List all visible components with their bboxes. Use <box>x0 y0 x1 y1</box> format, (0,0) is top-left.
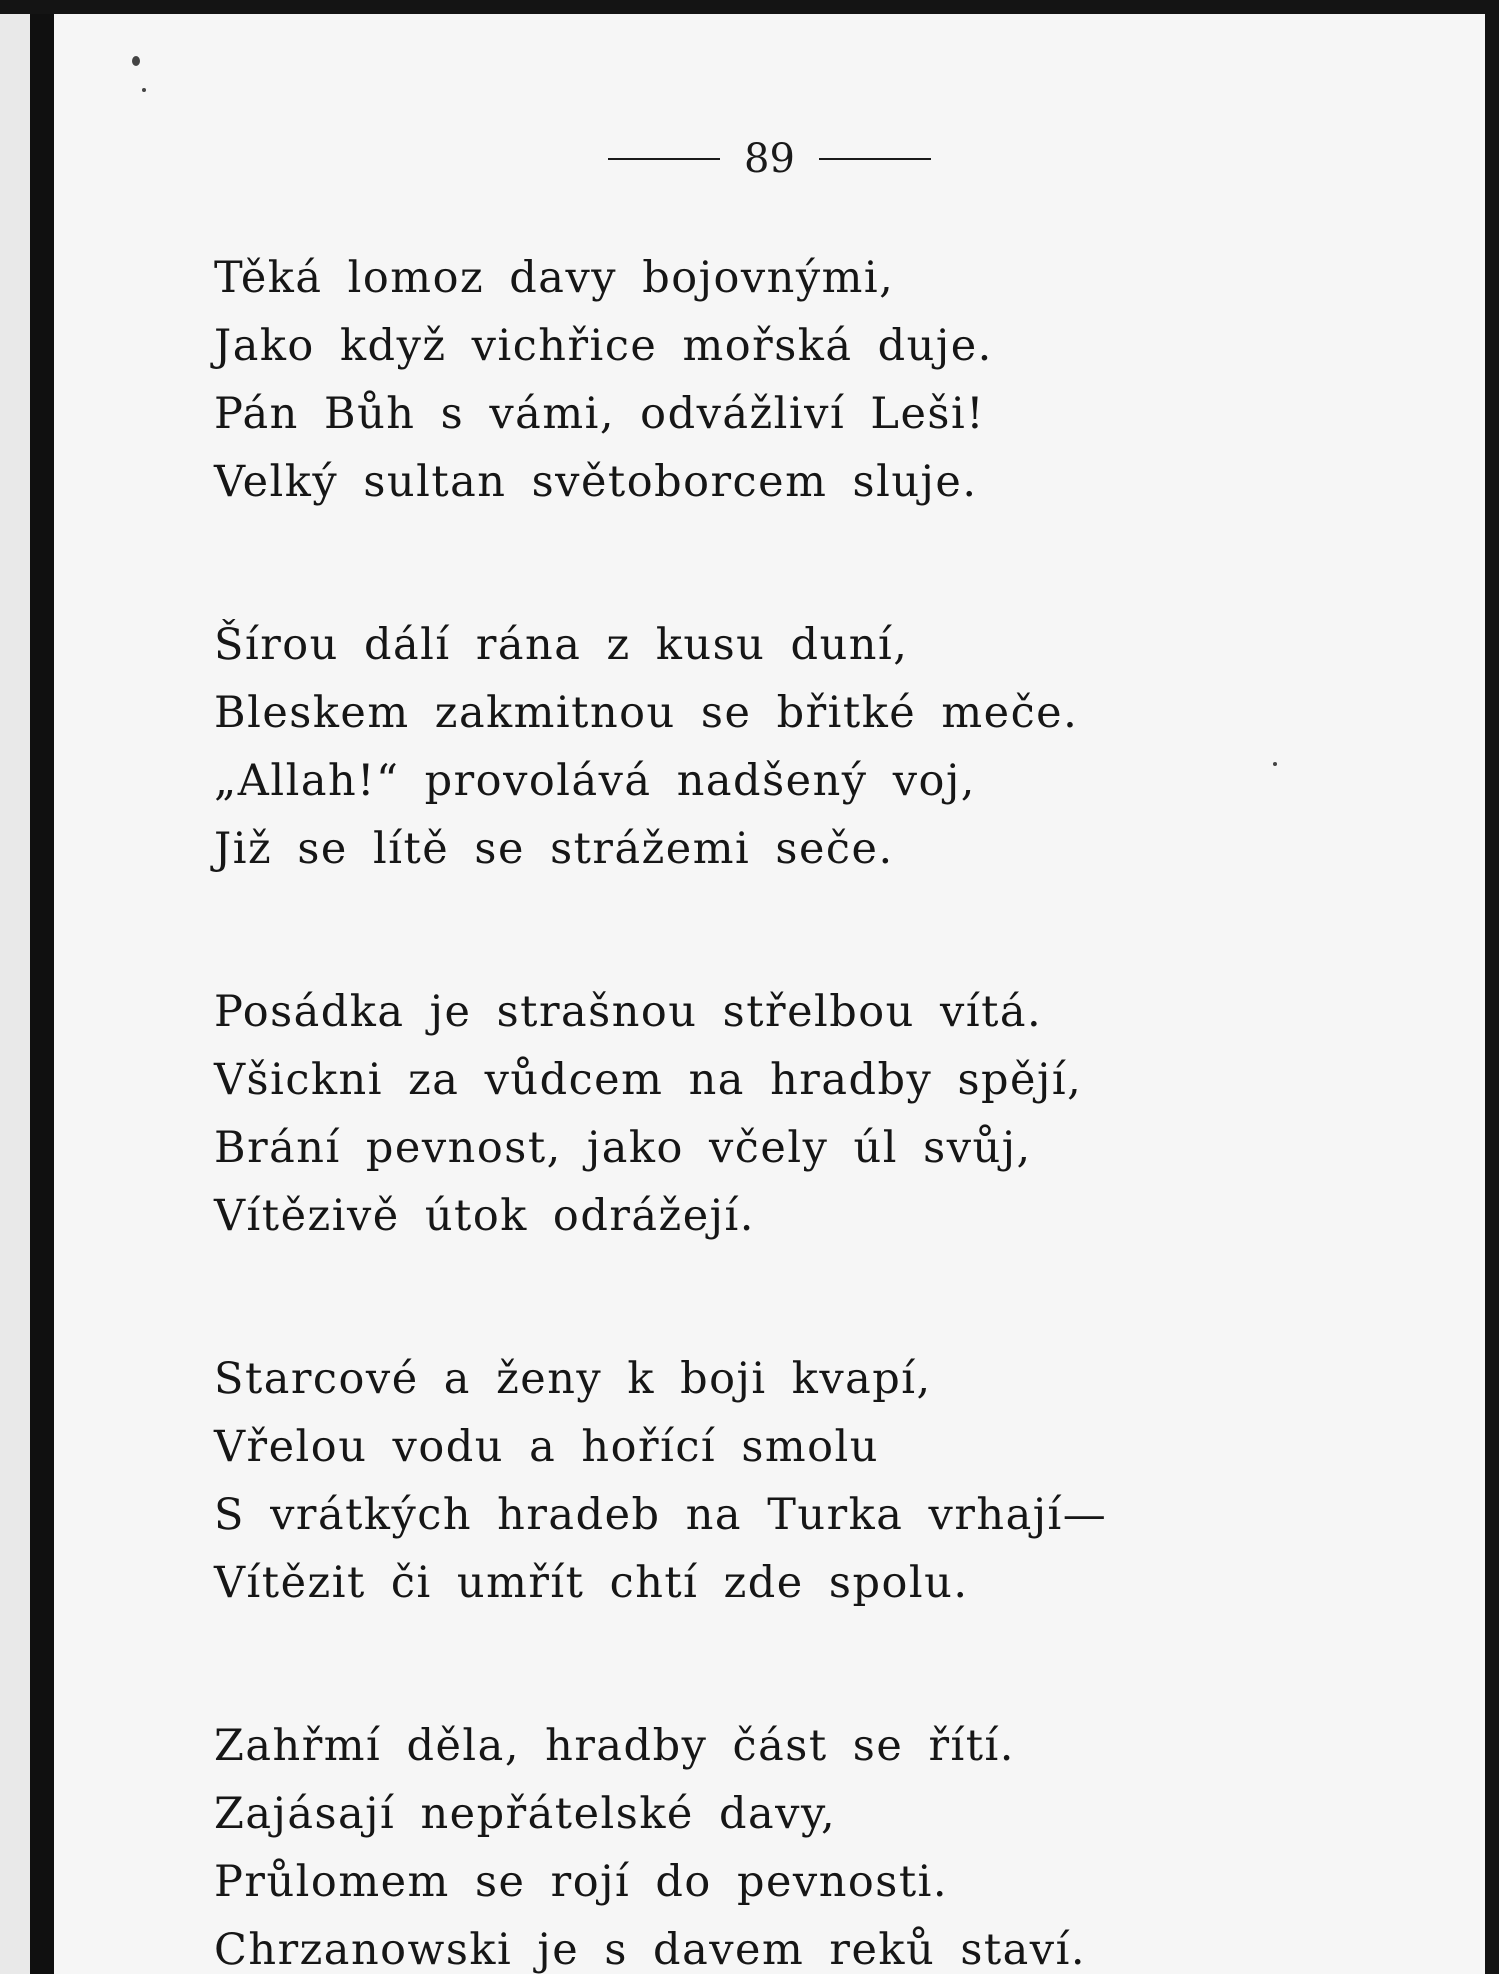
verse-line: Všickni za vůdcem na hradby spějí, <box>214 1055 1083 1105</box>
verse-line: Chrzanowski je s davem reků staví. <box>214 1925 1087 1974</box>
verse-line: Již se lítě se strážemi seče. <box>214 824 894 874</box>
header-rule-right <box>819 158 931 160</box>
verse-line: Pán Bůh s vámi, odvážliví Leši! <box>214 389 985 439</box>
stanza-2 <box>214 611 1314 883</box>
verse-line: Vítězivě útok odrážejí. <box>214 1191 755 1241</box>
stanza-1 <box>214 244 1314 516</box>
ink-speck <box>132 56 140 66</box>
poem-body <box>214 244 1314 1974</box>
verse-line: Vítězit či umřít chtí zde spolu. <box>214 1558 969 1608</box>
stanza-3 <box>214 978 1314 1250</box>
top-scan-border <box>0 0 1499 14</box>
stanza-4 <box>214 1345 1314 1617</box>
page-number-header <box>54 136 1485 182</box>
verse-line: S vrátkých hradeb na Turka vrhají— <box>214 1490 1108 1540</box>
verse-line: Brání pevnost, jako včely úl svůj, <box>214 1123 1032 1173</box>
ink-speck <box>142 88 146 92</box>
previous-page-edge <box>0 0 30 1974</box>
page-number: 89 <box>744 136 795 182</box>
verse-line: Zajásají nepřátelské davy, <box>214 1789 837 1839</box>
verse-line: Jako když vichřice mořská duje. <box>214 321 993 371</box>
header-rule-left <box>608 158 720 160</box>
stanza-5 <box>214 1712 1314 1974</box>
verse-line: Šírou dálí rána z kusu duní, <box>214 620 909 670</box>
verse-line: Průlomem se rojí do pevnosti. <box>214 1857 949 1907</box>
gutter-shadow <box>30 0 54 1974</box>
verse-line: Těká lomoz davy bojovnými, <box>214 253 895 303</box>
book-page <box>54 14 1485 1974</box>
verse-line: Velký sultan světoborcem sluje. <box>214 457 978 507</box>
verse-line: Starcové a ženy k boji kvapí, <box>214 1354 932 1404</box>
right-scan-border <box>1485 0 1499 1974</box>
verse-line: Zahřmí děla, hradby část se řítí. <box>214 1721 1015 1771</box>
verse-line: Vřelou vodu a hořící smolu <box>214 1422 880 1472</box>
verse-line: „Allah!“ provolává nadšený voj, <box>214 756 976 806</box>
verse-line: Posádka je strašnou střelbou vítá. <box>214 987 1043 1037</box>
verse-line: Bleskem zakmitnou se břitké meče. <box>214 688 1079 738</box>
